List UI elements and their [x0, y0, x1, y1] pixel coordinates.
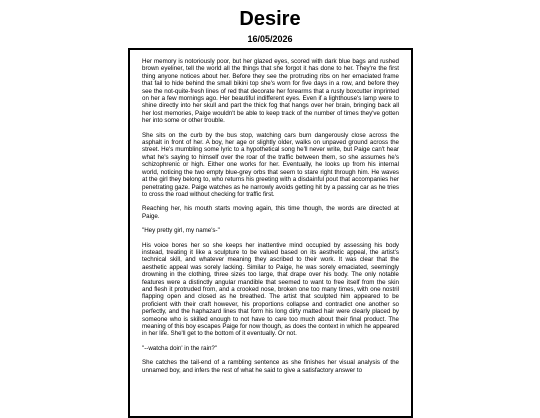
story-paragraph: Reaching her, his mouth starts moving again, this time though, the words are directed at Paige. — [142, 205, 399, 220]
story-text-box — [128, 48, 413, 418]
story-paragraph: "Hey pretty girl, my name's-" — [142, 227, 220, 235]
story-paragraph: She sits on the curb by the bus stop, watching cars burn dangerously close across the asphalt in front of her. A boy, her age or slightly older, walks on unpaved ground across the street. He's mumbling some lyric to a hypothetical song he'll never write, but Paige can't hear what he's saying to himself over the roar of the traffic between them, so she assumes he's schizophrenic or high. Either one works for her. Eventually, he looks up from his internal world, noticing the two empty blue-grey orbs that seem to stare right through him. He waves at the girl they belong to, who returns his greeting with a disdainful pout that accompanies her penetrating gaze. Paige watches as he narrowly avoids getting hit by a passing car as he tries to cross the road without checking for traffic first. — [142, 131, 399, 198]
story-date: 16/05/2026 — [247, 34, 293, 44]
story-paragraph: She catches the tail-end of a rambling sentence as she finishes her visual analysis of the unnamed boy, and infers the rest of what he said to give a satisfactory answer to — [142, 359, 399, 374]
story-paragraph: "--watcha doin' in the rain?" — [142, 344, 218, 352]
page-title: Desire — [239, 8, 301, 30]
story-paragraph: His voice bores her so she keeps her inattentive mind occupied by assessing his body instead, treating it like a sculpture to be valued based on its aesthetic appeal, the artist's technical skill, and whatever meaning they ascribed to their work. It was clear that the aesthetic appeal was sorely lacking. Similar to Paige, he was sorely emaciated, seemingly drowning in the clothing, three sizes too large, that drape over his body. The only notable features were a distinctly angular mandible that seemed to want to free itself from the skin and flesh it protruded from, and a crooked nose, broken one too many times, with one nostril flapping open and closed as he breathed. The artist that sculpted him appeared to be proficient with their craft however, his proportions collapse and contradict one another so perfectly, and the haphazard lines that form his long dirty matted hair were clearly placed by someone who is skilled enough to not have to care too much about their final product. The meaning of this boy escapes Paige for now though, as does the context in which he appeared in her life. She'll get to the bottom of it eventually. Or not. — [142, 241, 399, 338]
story-paragraph: Her memory is notoriously poor, but her glazed eyes, scored with dark blue bags and rushed brown eyeliner, tell the world all the things that she forgot it has done to her. They're the first thing anyone notices about her. Before they see the protruding ribs on her emaciated frame that fail to hide behind the small bikini top she's worn for five days in a row, and before they see the not-quite-fresh lines of red that decorate her forearms that a rusty boxcutter imprinted on her a few mornings ago. Her beautiful indifferent eyes. Even if a lighthouse's lamp were to shine directly into her skull and part the thick fog that hangs over her brain, bringing back all her lost memories, Paige wouldn't be able to keep track of the number of times they've gotten her into some or other trouble. — [142, 58, 399, 125]
